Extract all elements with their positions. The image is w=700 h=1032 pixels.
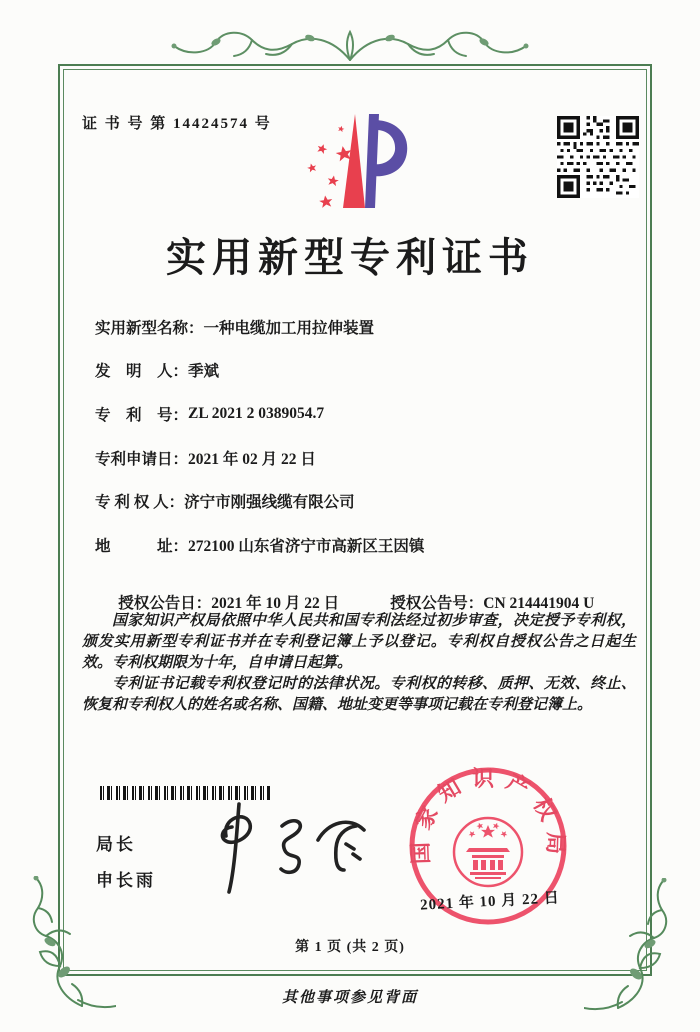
field-value: 272100 山东省济宁市高新区王因镇 — [188, 537, 425, 555]
field-label: 专利申请日： — [95, 450, 189, 468]
certificate-number: 证 书 号 第 14424574 号 — [82, 116, 272, 132]
logo-red-wedge — [343, 114, 365, 208]
director-name: 申长雨 — [96, 871, 156, 890]
field-value: CN 214441904 U — [483, 595, 595, 612]
field-label: 授权公告号： — [390, 595, 484, 612]
field-label: 专 利 号： — [95, 406, 189, 424]
legal-text — [82, 611, 636, 716]
certificate-title: 实用新型专利证书 — [166, 235, 534, 280]
legal-paragraph-2: 专利证书记载专利权登记时的法律状况。专利权的转移、质押、无效、终止、恢复和专利权人的姓名或名称、国籍、地址变更等事项记载在专利登记簿上。 — [82, 676, 636, 713]
certificate-fields — [95, 305, 630, 567]
field-patent-number — [95, 392, 630, 436]
field-value: 季斌 — [188, 363, 220, 381]
legal-paragraph-1: 国家知识产权局依照中华人民共和国专利法经过初步审查，决定授予专利权，颁发实用新型专利证书并在专利登记簿上予以登记。专利权自授权公告之日起生效。专利权期限为十年，自申请日起算。 — [82, 613, 636, 671]
field-label: 发 明 人： — [95, 363, 189, 381]
field-value: 一种电缆加工用拉伸装置 — [203, 319, 375, 337]
field-label: 授权公告日： — [118, 595, 212, 612]
field-value: 2021 年 02 月 22 日 — [188, 450, 316, 468]
qr-code — [556, 116, 640, 198]
field-label: 实用新型名称： — [95, 319, 204, 337]
logo-purple-p — [365, 114, 407, 208]
seal-agency-text: 国家知识产权局 — [407, 765, 569, 865]
field-value: 2021 年 10 月 22 日 — [211, 595, 340, 612]
field-address — [95, 523, 630, 567]
field-label: 专 利 权 人： — [95, 494, 185, 512]
national-emblem — [454, 818, 522, 886]
director-signature — [196, 798, 391, 900]
page-number: 第 1 页 (共 2 页) — [295, 940, 405, 955]
field-utility-model-name — [95, 305, 630, 349]
field-inventor — [95, 349, 630, 393]
seal-date: 2021 年 10 月 22 日 — [419, 890, 561, 914]
field-label: 地 址： — [95, 537, 189, 555]
field-value: 济宁市刚强线缆有限公司 — [184, 494, 355, 512]
director-title: 局长 — [96, 835, 136, 854]
field-patentee — [95, 479, 630, 523]
cnipa-logo — [291, 108, 413, 218]
field-application-date — [95, 436, 630, 480]
back-side-note: 其他事项参见背面 — [281, 990, 418, 1006]
field-value: ZL 2021 2 0389054.7 — [188, 404, 325, 422]
